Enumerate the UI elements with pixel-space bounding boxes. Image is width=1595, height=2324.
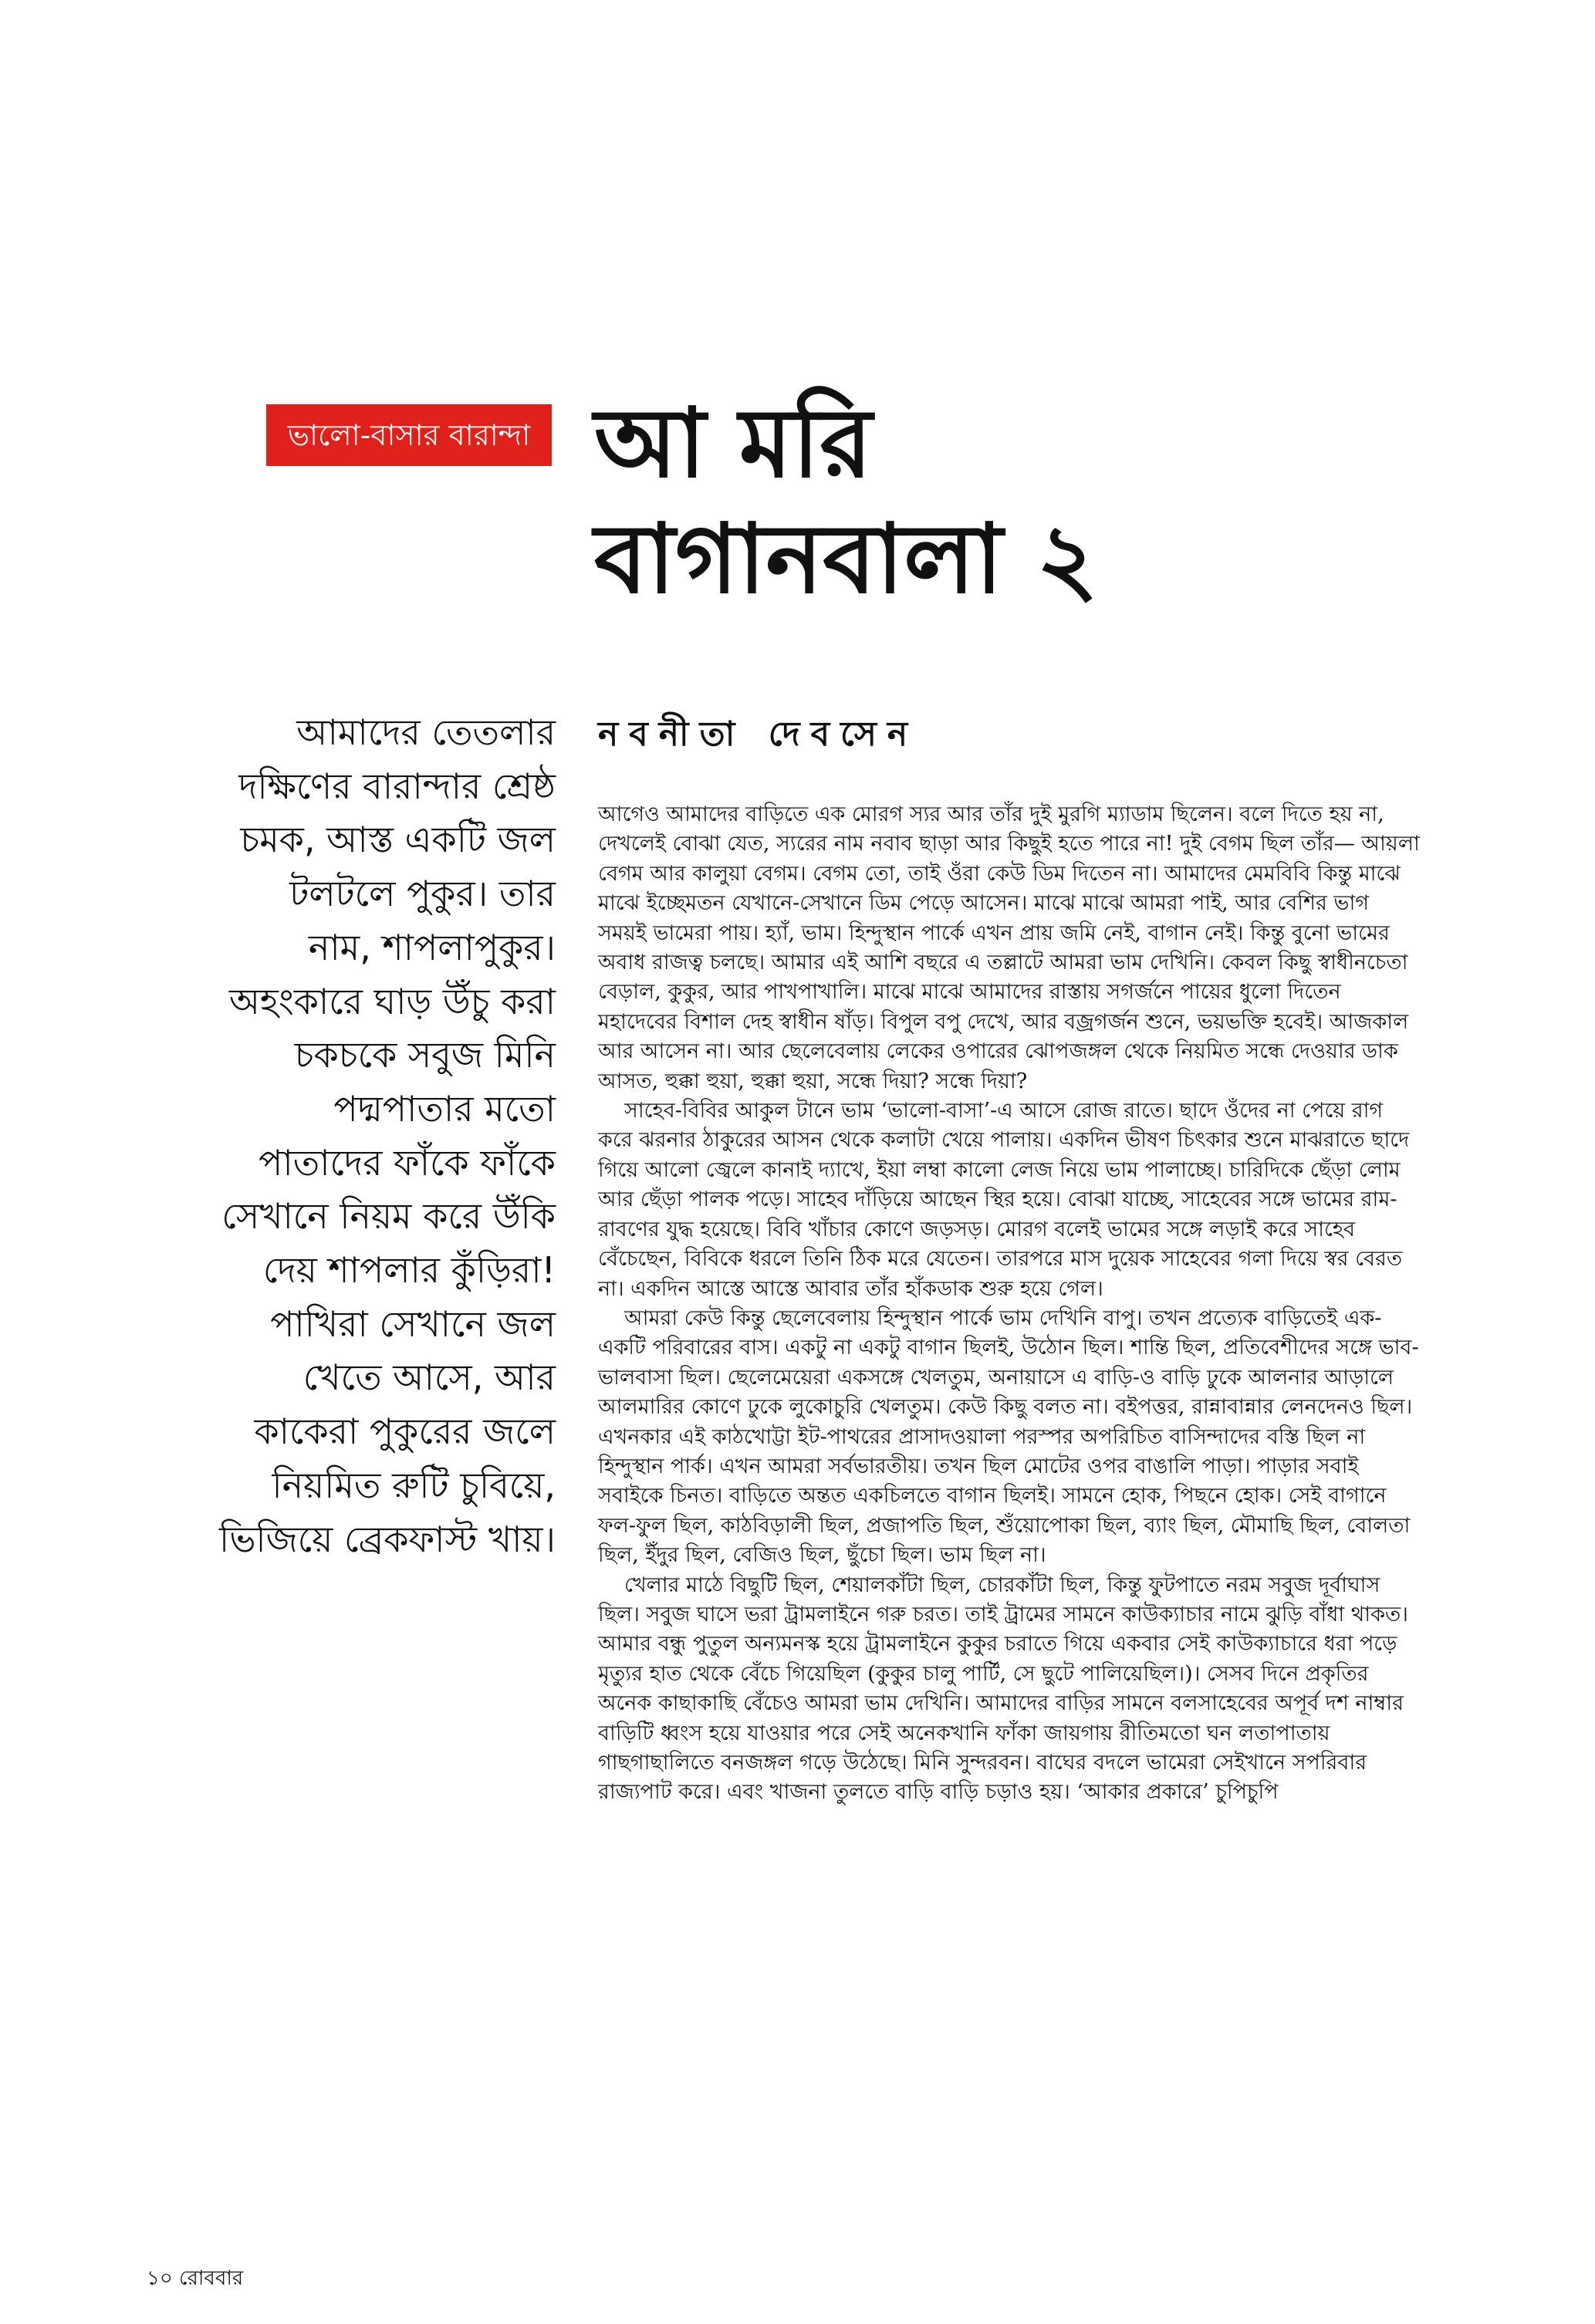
article-body (598, 800, 1424, 1808)
pull-quote-line: ভিজিয়ে ব্রেকফাস্ট খায়। (219, 1518, 556, 1560)
section-tag: ভালো-বাসার বারান্দা (266, 404, 552, 466)
pull-quote-line: অহংকারে ঘাড় উঁচু করা (228, 980, 556, 1022)
pull-quote-line: দক্ষিণের বারান্দার শ্রেষ্ঠ (238, 765, 556, 807)
author-byline: নবনীতা দেবসেন (598, 714, 919, 754)
pull-quote-line: চকচকে সবুজ মিনি (294, 1034, 556, 1076)
body-paragraph: সাহেব-বিবির আকুল টানে ভাম ‘ভালো-বাসা’-এ আসে রোজ রাতে। ছাদে ওঁদের না পেয়ে রাগ করে ঝরনার ঠাকুরের আসন থেকে কলাটা খেয়ে পালায়। একদিন ভীষণ চিৎকার শুনে মাঝরাতে ছাদে গিয়ে আলো জ্বেলে কানাই দ্যাখে, ইয়া লম্বা কালো লেজ নিয়ে ভাম পালাচ্ছে। চারিদিকে ছেঁড়া লোম আর ছেঁড়া পালক পড়ে। সাহেব দাঁড়িয়ে আছেন স্থির হয়ে। বোঝা যাচ্ছে, সাহেবের সঙ্গে ভামের রাম-রাবণের যুদ্ধ হয়েছে। বিবি খাঁচার কোণে জড়সড়। মোরগ বলেই ভামের সঙ্গে লড়াই করে সাহেব বেঁচেছেন, বিবিকে ধরলে তিনি ঠিক মরে যেতেন। তারপরে মাস দুয়েক সাহেবের গলা দিয়ে স্বর বেরত না। একদিন আস্তে আস্তে আবার তাঁর হাঁকডাক শুরু হয়ে গেল। (598, 1099, 1410, 1301)
pull-quote-line: চমক, আস্ত একটি জল (240, 819, 556, 861)
pull-quote-line: আমাদের তেতলার (296, 711, 556, 753)
article-title (594, 386, 1520, 617)
pull-quote-line: দেয় শাপলার কুঁড়িরা! (262, 1249, 556, 1292)
body-paragraph: আমরা কেউ কিন্তু ছেলেবেলায় হিন্দুস্থান পার্কে ভাম দেখিনি বাপু। তখন প্রত্যেক বাড়িতেই এক-একটি পরিবারের বাস। একটু না একটু বাগান ছিলই, উঠোন ছিল। শান্তি ছিল, প্রতিবেশীদের সঙ্গে ভাব-ভালবাসা ছিল। ছেলেমেয়েরা একসঙ্গে খেলতুম, অনায়াসে এ বাড়ি-ও বাড়ি ঢুকে আলনার আড়ালে আলমারির কোণে ঢুকে লুকোচুরি খেলতুম। কেউ কিছু বলত না। বইপত্তর, রান্নাবান্নার লেনদেনও ছিল। এখনকার এই কাঠখোট্টা ইট-পাথরের প্রাসাদওয়ালা পরস্পর অপরিচিত বাসিন্দাদের বস্তি ছিল না হিন্দুস্থান পার্ক। এখন আমরা সর্বভারতীয়। তখন ছিল মোটের ওপর বাঙালি পাড়া। পাড়ার সবাই সবাইকে চিনত। বাড়িতে অন্তত একচিলতে বাগান ছিলই। সামনে হোক, পিছনে হোক। সেই বাগানে ফল-ফুল ছিল, কাঠবিড়ালী ছিল, প্রজাপতি ছিল, শুঁয়োপোকা ছিল, ব্যাং ছিল, মৌমাছি ছিল, বোলতা ছিল, ইঁদুর ছিল, বেজিও ছিল, ছুঁচো ছিল। ভাম ছিল না। (598, 1306, 1419, 1568)
pull-quote-line: খেতে আসে, আর (302, 1356, 556, 1399)
page-folio: ১০ রোববার (147, 2267, 244, 2290)
pull-quote-line: পদ্মপাতার মতো (333, 1087, 556, 1130)
body-paragraph: আগেও আমাদের বাড়িতে এক মোরগ স্যর আর তাঁর দুই মুরগি ম্যাডাম ছিলেন। বলে দিতে হয় না, দেখলেই বোঝা যেত, স্যরের নাম নবাব ছাড়া আর কিছুই হতে পারে না! দুই বেগম ছিল তাঁর— আয়লা বেগম আর কালুয়া বেগম। বেগম তো, তাই ওঁরা কেউ ডিম দিতেন না। আমাদের মেমবিবি কিন্তু মাঝে মাঝে ইচ্ছেমতন যেখানে-সেখানে ডিম পেড়ে আসেন। মাঝে মাঝে আমরা পাই, আর বেশির ভাগ সময়ই ভামেরা পায়। হ্যাঁ, ভাম। হিন্দুস্থান পার্কে এখন প্রায় জমি নেই, বাগান নেই। কিন্তু বুনো ভামের অবাধ রাজত্ব চলছে। আমার এই আশি বছরে এ তল্লাটে আমরা ভাম দেখিনি। কেবল কিছু স্বাধীনচেতা বেড়াল, কুকুর, আর পাখপাখালি। মাঝে মাঝে আমাদের রাস্তায় সগর্জনে পায়ের ধুলো দিতেন মহাদেবের বিশাল দেহ স্বাধীন ষাঁড়। বিপুল বপু দেখে, আর বজ্রগর্জন শুনে, ভয়ভক্তি হবেই। আজকাল আর আসেন না। আর ছেলেবেলায় লেকের ওপারের ঝোপজঙ্গল থেকে নিয়মিত সন্ধে দেওয়ার ডাক আসত, হুক্কা হুয়া, হুক্কা হুয়া, সন্ধে দিয়া? সন্ধে দিয়া? (598, 802, 1420, 1093)
pull-quote-line: কাকেরা পুকুরের জলে (254, 1410, 556, 1453)
pull-quote-line: পাখিরা সেখানে জল (270, 1302, 556, 1345)
pull-quote-line: নাম, শাপলাপুকুর। (308, 926, 556, 968)
title-line-2: বাগানবালা ২ (594, 504, 1099, 615)
pull-quote (147, 706, 556, 1566)
body-paragraph: খেলার মাঠে বিছুটি ছিল, শেয়ালকাঁটা ছিল, চোরকাঁটা ছিল, কিন্তু ফুটপাতে নরম সবুজ দূর্বাঘাস ছিল। সবুজ ঘাসে ভরা ট্রামলাইনে গরু চরত। তাই ট্রামের সামনে কাউক্যাচার নামে ঝুড়ি বাঁধা থাকত। আমার বন্ধু পুতুল অন্যমনস্ক হয়ে ট্রামলাইনে কুকুর চরাতে গিয়ে একবার সেই কাউক্যাচারে ধরা পড়ে মৃত্যুর হাত থেকে বেঁচে গিয়েছিল (কুকুর চালু পার্টি, সে ছুটে পালিয়েছিল।)। সেসব দিনে প্রকৃতির অনেক কাছাকাছি বেঁচেও আমরা ভাম দেখিনি। আমাদের বাড়ির সামনে বলসাহেবের অপূর্ব দশ নাম্বার বাড়িটি ধ্বংস হয়ে যাওয়ার পরে সেই অনেকখানি ফাঁকা জায়গায় রীতিমতো ঘন লতাপাতায় গাছগাছালিতে বনজঙ্গল গড়ে উঠেছে। মিনি সুন্দরবন। বাঘের বদলে ভামেরা সেইখানে সপরিবার রাজ্যপাট করে। এবং খাজনা তুলতে বাড়ি বাড়ি চড়াও হয়। ‘আকার প্রকারে’ চুপিচুপি (598, 1572, 1408, 1805)
pull-quote-line: নিয়মিত রুটি চুবিয়ে, (272, 1464, 556, 1506)
pull-quote-line: সেখানে নিয়ম করে উঁকি (221, 1195, 556, 1238)
pull-quote-line: টলটলে পুকুর। তার (289, 873, 556, 915)
pull-quote-line: পাতাদের ফাঁকে ফাঁকে (259, 1141, 556, 1184)
title-line-1: আ মরি (594, 388, 873, 499)
